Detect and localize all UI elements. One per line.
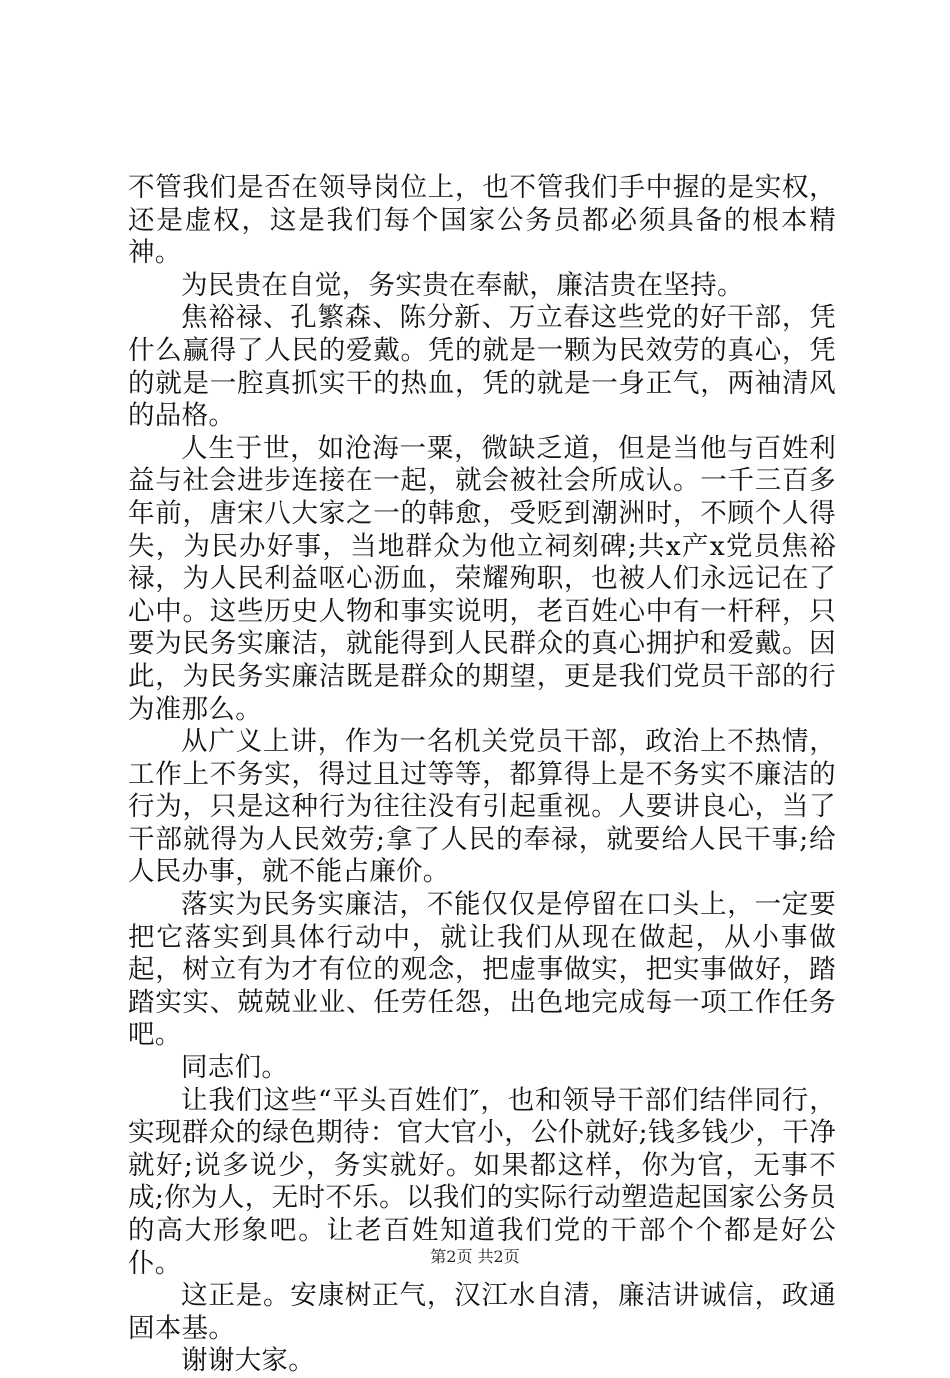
paragraph: 人生于世，如沧海一粟，微缺乏道，但是当他与百姓利益与社会进步连接在一起，就会被社会所成认。一千三百多年前，唐宋八大家之一的韩愈，受贬到潮洲时，不顾个人得失，为民办好事，当地群众为他立祠刻碑;共x产x党员焦裕禄，为人民利益呕心沥血，荣耀殉职，也被人们永远记在了心中。这些历史人物和事实说明，老百姓心中有一杆秤，只要为民务实廉洁，就能得到人民群众的真心拥护和爱戴。因此，为民务实廉洁既是群众的期望，更是我们党员干部的行为准那么。 xyxy=(128,432,836,725)
paragraph: 同志们。 xyxy=(181,1052,289,1084)
paragraph: 让我们这些“平头百姓们″，也和领导干部们结伴同行，实现群众的绿色期待：官大官小，公仆就好;钱多钱少，干净就好;说多说少，务实就好。如果都这样，你为官，无事不成;你为人，无时不乐。以我们的实际行动塑造起国家公务员的高大形象吧。让老百姓知道我们党的干部个个都是好公仆。 xyxy=(128,1084,836,1279)
paragraph: 不管我们是否在领导岗位上，也不管我们手中握的是实权，还是虚权，这是我们每个国家公务员都必须具备的根本精神。 xyxy=(128,172,836,269)
document-body xyxy=(128,172,836,1378)
paragraph: 为民贵在自觉，务实贵在奉献，廉洁贵在坚持。 xyxy=(181,269,744,301)
paragraph: 落实为民务实廉洁，不能仅仅是停留在口头上，一定要把它落实到具体行动中，就让我们从现在做起，从小事做起，树立有为才有位的观念，把虚事做实，把实事做好，踏踏实实、兢兢业业、任劳任怨，出色地完成每一项工作任务吧。 xyxy=(128,889,836,1051)
paragraph: 从广义上讲，作为一名机关党员干部，政治上不热情，工作上不务实，得过且过等等，都算得上是不务实不廉洁的行为，只是这种行为往往没有引起重视。人要讲良心，当了干部就得为人民效劳;拿了人民的奉禄，就要给人民干事;给人民办事，就不能占廉价。 xyxy=(128,726,836,888)
paragraph: 谢谢大家。 xyxy=(181,1345,315,1377)
paragraph: 焦裕禄、孔繁森、陈分新、万立春这些党的好干部，凭什么赢得了人民的爱戴。凭的就是一颗为民效劳的真心，凭的就是一腔真抓实干的热血，凭的就是一身正气，两袖清风的品格。 xyxy=(128,302,836,432)
paragraph: 这正是。安康树正气，汉江水自清，廉洁讲诚信，政通固本基。 xyxy=(128,1280,836,1344)
page-footer: 第2页 共2页 xyxy=(430,1247,520,1266)
